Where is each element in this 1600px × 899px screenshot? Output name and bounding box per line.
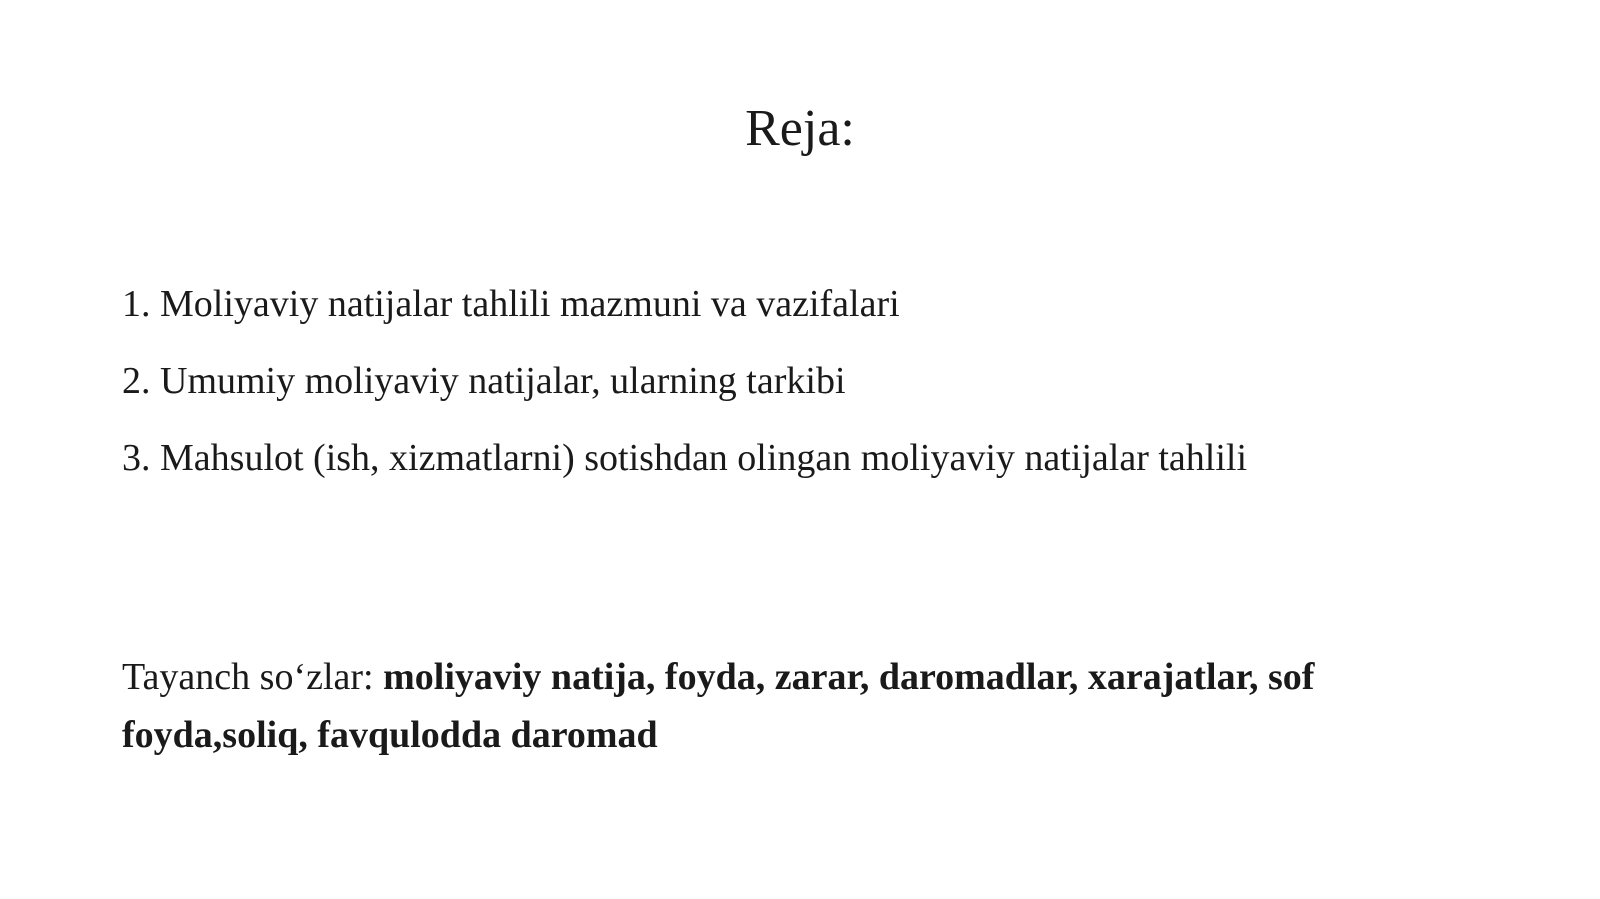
plan-item <box>122 282 1247 326</box>
plan-item-text: Moliyaviy natijalar tahlili mazmuni va vazifalari <box>160 283 900 325</box>
plan-item <box>122 359 1247 403</box>
plan-item-number: 3. <box>122 437 151 479</box>
plan-list <box>122 282 1247 513</box>
keywords-label: Tayanch so‘zlar: <box>122 656 384 698</box>
plan-item <box>122 436 1247 480</box>
plan-item-text: Umumiy moliyaviy natijalar, ularning tarkibi <box>160 360 846 402</box>
keywords-terms: moliyaviy natija, foyda, zarar, daromadlar, xarajatlar, sof foyda,soliq, favqulodda daromad <box>122 656 1315 756</box>
keywords-paragraph <box>122 648 1412 764</box>
plan-item-number: 1. <box>122 283 151 325</box>
plan-item-number: 2. <box>122 360 151 402</box>
slide-title: Reja: <box>745 100 855 157</box>
plan-item-text: Mahsulot (ish, xizmatlarni) sotishdan olingan moliyaviy natijalar tahlili <box>160 437 1248 479</box>
